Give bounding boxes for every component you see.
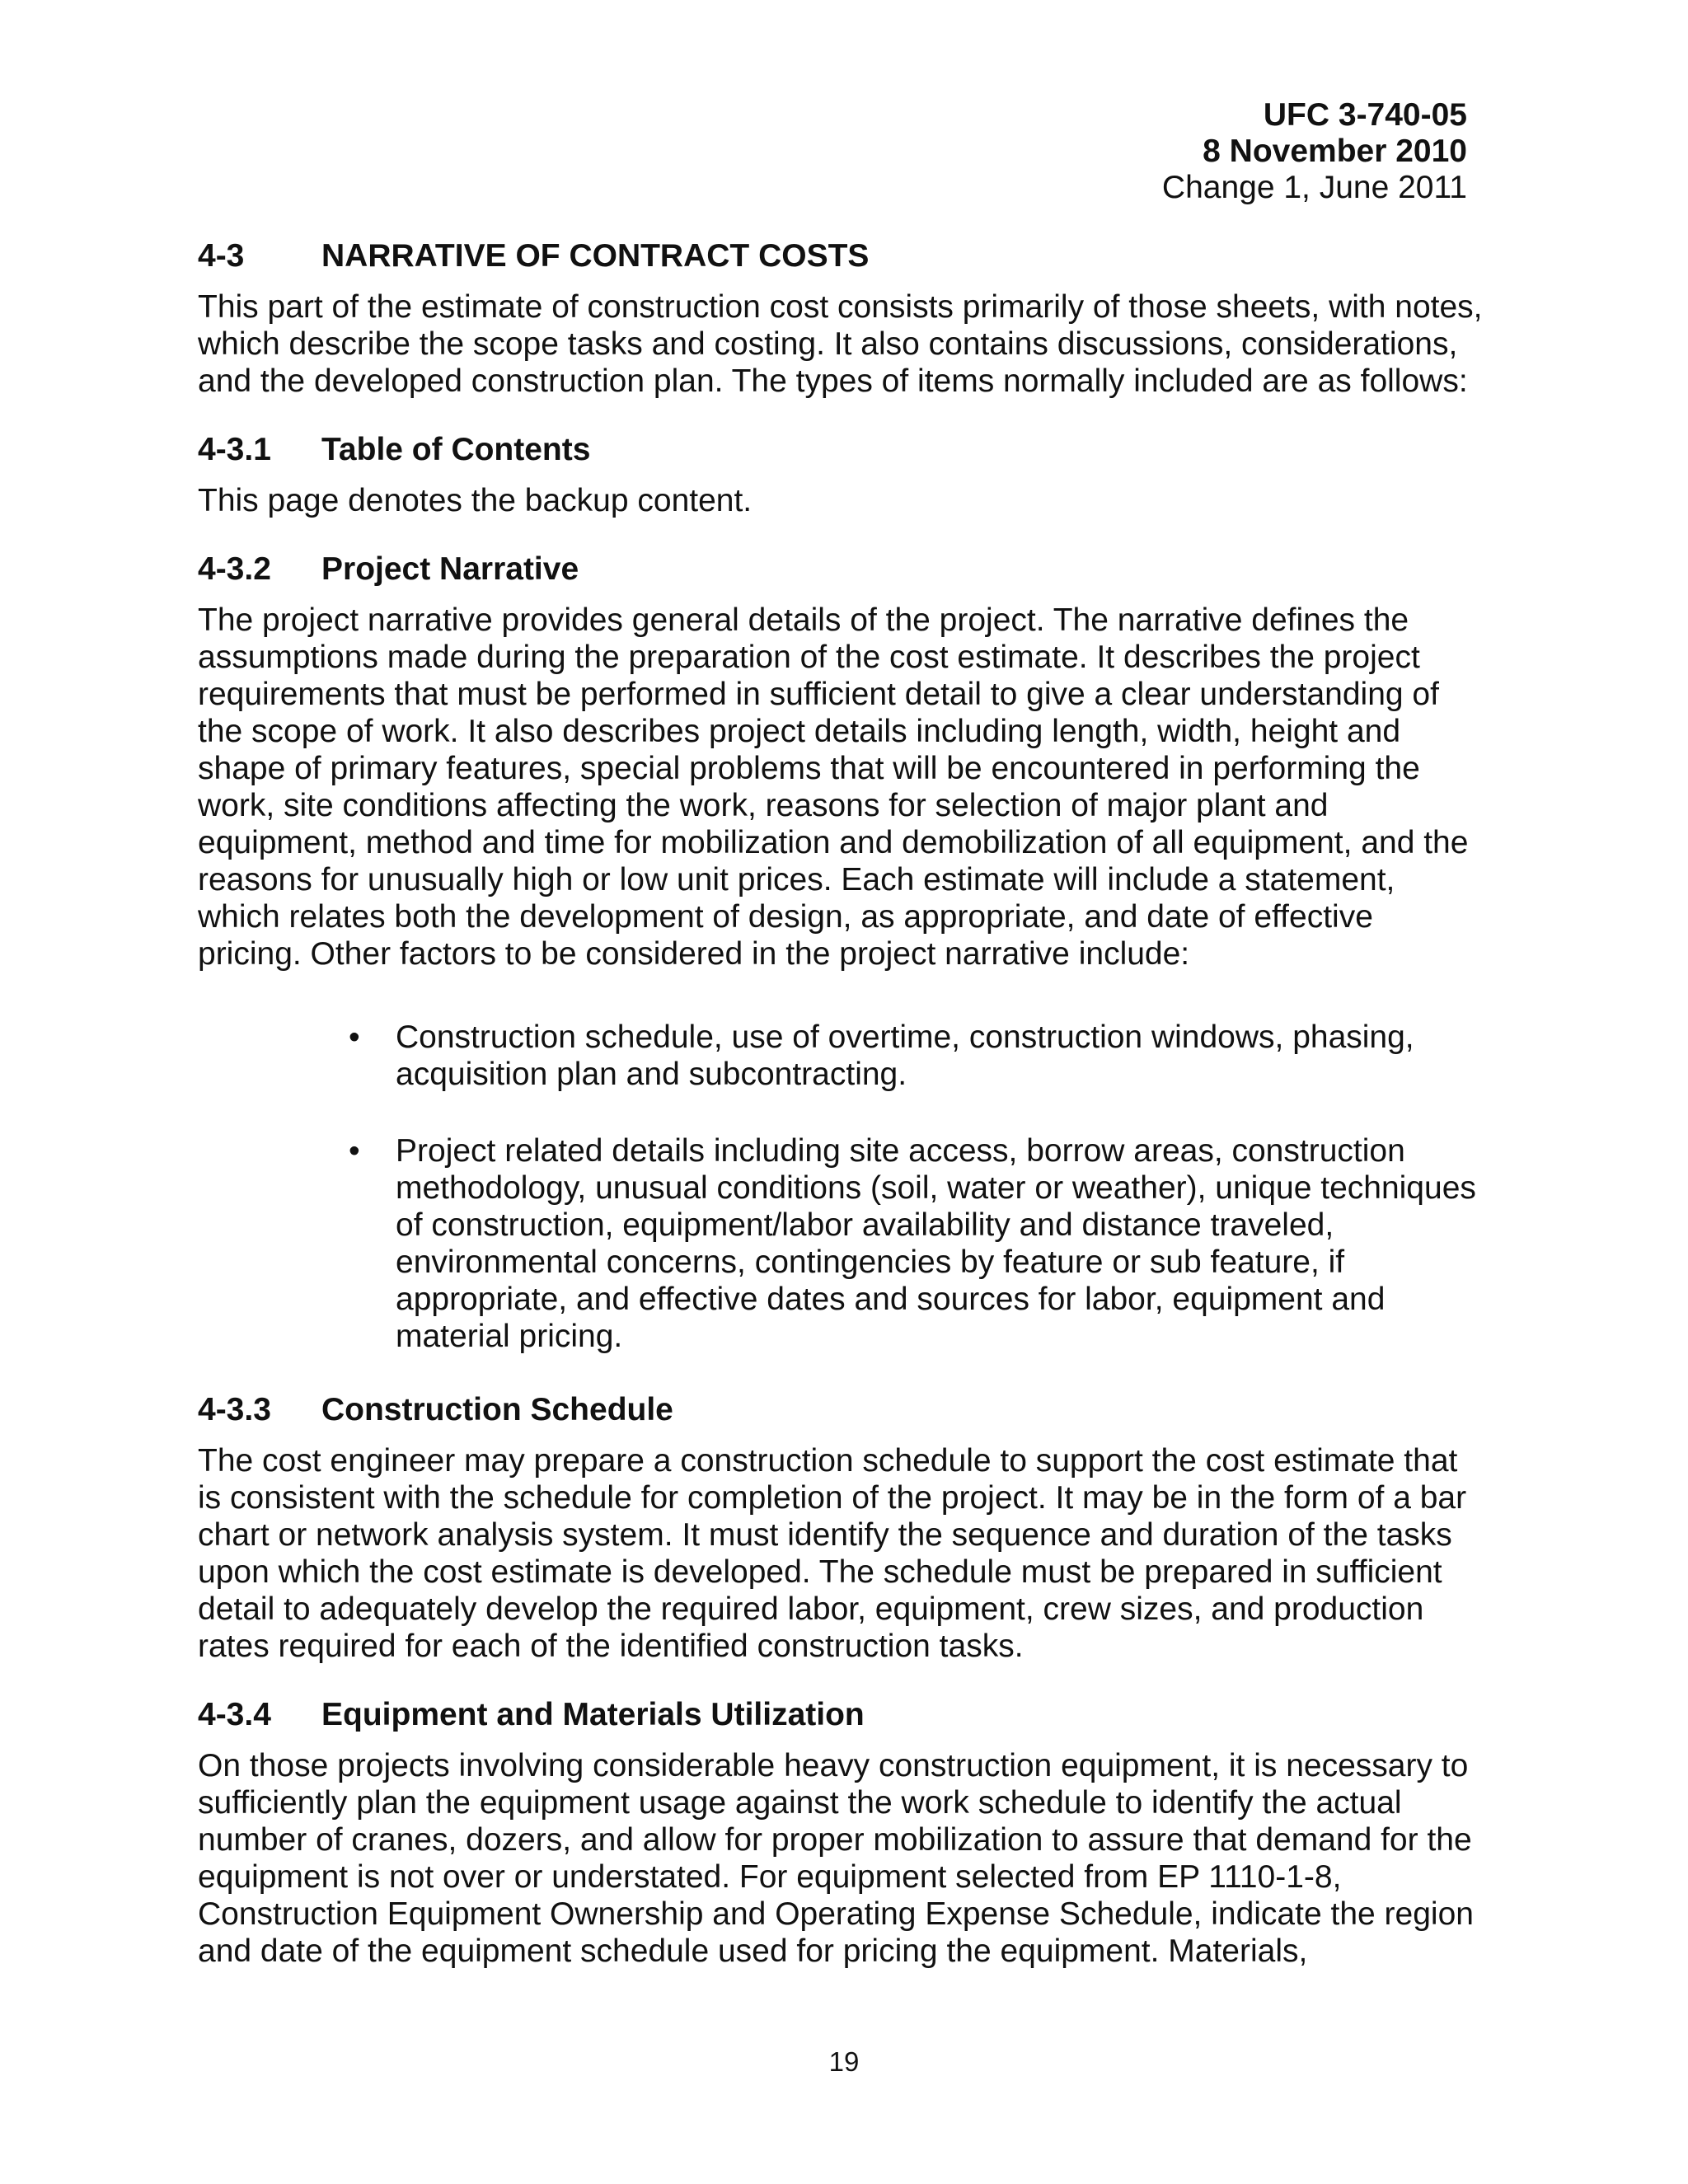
section-title: Construction Schedule — [321, 1392, 673, 1427]
section-title: NARRATIVE OF CONTRACT COSTS — [321, 238, 870, 274]
section-paragraph: The cost engineer may prepare a construction schedule to support the cost estimate that is consistent with the schedule for completion of the project. It may be in the form of a bar chart or network analysis system. It must identify the sequence and duration of the tasks upon which the cost estimate is developed. The schedule must be prepared in sufficient detail to adequately develop the required labor, equipment, crew sizes, and production rates required for each of the identified construction tasks. — [198, 1443, 1467, 1664]
section-heading-4-3-4 — [198, 1696, 1484, 1734]
section-title: Project Narrative — [321, 551, 579, 587]
section-heading-4-3-3 — [198, 1391, 1484, 1429]
section-number: 4-3 — [198, 238, 245, 274]
section-number: 4-3.3 — [198, 1392, 271, 1427]
section-title: Equipment and Materials Utilization — [321, 1697, 865, 1732]
section-heading-4-3-2 — [198, 551, 1484, 588]
section-paragraph: This part of the estimate of construction cost consists primarily of those sheets, with notes, which describe the scope tasks and costing. It also contains discussions, considerations, and the developed construction plan. The types of items normally included are as follows: — [198, 289, 1483, 399]
bullet-icon: • — [349, 1133, 360, 1169]
section-heading-4-3 — [198, 237, 1484, 275]
bullet-list — [198, 1019, 1484, 1355]
bullet-item — [349, 1019, 1484, 1093]
bullet-text: Project related details including site access, borrow areas, construction methodology, unusual conditions (soil, water or weather), unique techniques of construction, equipment/labor availability and distance traveled, environmental concerns, contingencies by feature or sub feature, if appropriate, and effective dates and sources for labor, equipment and material pricing. — [396, 1133, 1476, 1354]
document-date: 8 November 2010 — [1203, 134, 1467, 169]
document-header — [1162, 97, 1467, 206]
section-paragraph: This page denotes the backup content. — [198, 483, 753, 518]
section-number: 4-3.2 — [198, 551, 271, 587]
section-paragraph: On those projects involving considerable heavy construction equipment, it is necessary to sufficiently plan the equipment usage against the work schedule to identify the actual number of cranes, dozers, and allow for proper mobilization to assure that demand for the equipment is not over or understated. For equipment selected from EP 1110-1-8, Construction Equipment Ownership and Operating Expense Schedule, indicate the region and date of the equipment schedule used for pricing the equipment. Materials, — [198, 1748, 1474, 1969]
bullet-item — [349, 1132, 1484, 1355]
section-title: Table of Contents — [321, 432, 591, 467]
document-id: UFC 3-740-05 — [1263, 97, 1467, 133]
bullet-text: Construction schedule, use of overtime, construction windows, phasing, acquisition plan and subcontracting. — [396, 1019, 1414, 1092]
document-body — [198, 237, 1484, 2001]
page-number: 19 — [828, 2046, 860, 2077]
document-change-note: Change 1, June 2011 — [1161, 170, 1467, 205]
section-paragraph: The project narrative provides general details of the project. The narrative defines the assumptions made during the preparation of the cost estimate. It describes the project requirements that must be performed in sufficient detail to give a clear understanding of the scope of work. It also describes project details including length, width, height and shape of primary features, special problems that will be encountered in performing the work, site conditions affecting the work, reasons for selection of major plant and equipment, method and time for mobilization and demobilization of all equipment, and the reasons for unusually high or low unit prices. Each estimate will include a statement, which relates both the development of design, as appropriate, and date of effective pricing. Other factors to be considered in the project narrative include: — [198, 602, 1469, 972]
bullet-icon: • — [349, 1019, 360, 1055]
section-number: 4-3.4 — [198, 1697, 271, 1732]
section-number: 4-3.1 — [198, 432, 271, 467]
section-heading-4-3-1 — [198, 431, 1484, 469]
